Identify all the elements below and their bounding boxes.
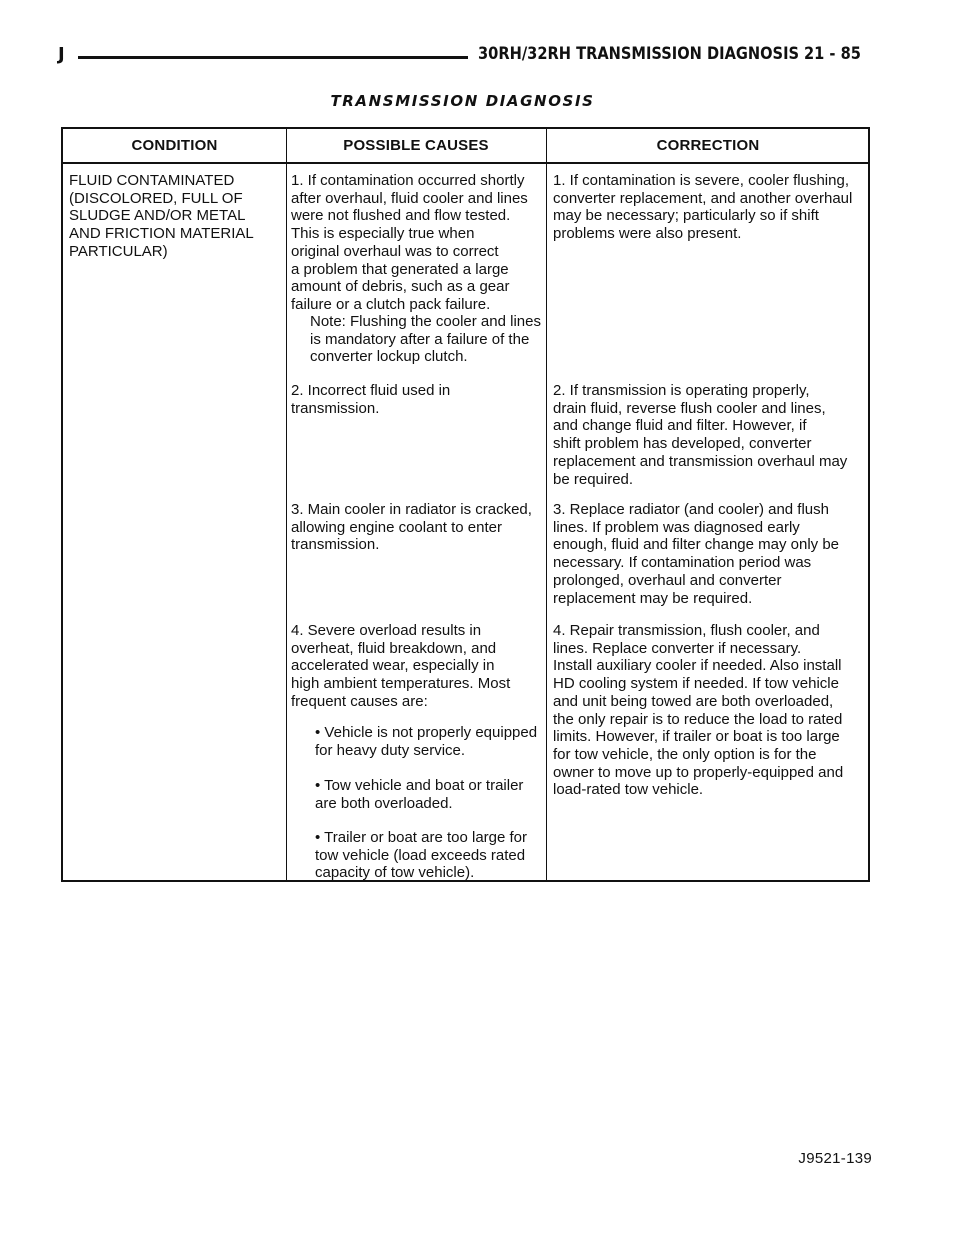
- condition-text: FLUID CONTAMINATED (DISCOLORED, FULL OF SLUDGE AND/OR METAL AND FRICTION MATERIAL PARTICULAR): [69, 172, 254, 260]
- column-divider: [546, 129, 547, 880]
- column-divider: [286, 129, 287, 880]
- cause-1-note: Note: Flushing the cooler and lines is mandatory after a failure of the converter lockup clutch.: [310, 313, 541, 366]
- cause-item-3: 3. Main cooler in radiator is cracked, allowing engine coolant to enter transmission.: [291, 501, 532, 554]
- correction-item-4: 4. Repair transmission, flush cooler, and lines. Replace converter if necessary. Install auxiliary cooler if needed. Also install HD cooling system if needed. If tow vehicle and unit being towed are both overloaded, the only repair is to reduce the load to rated limits. However, if trailer or boat is too large for tow vehicle, the only option is for the owner to move up to properly-equipped and load-rated tow vehicle.: [553, 622, 844, 799]
- cause-item-4: 4. Severe overload results in overheat, fluid breakdown, and accelerated wear, especially in high ambient temperatures. Most frequent causes are:: [291, 622, 511, 710]
- column-header-correction: CORRECTION: [656, 137, 760, 154]
- section-letter: J: [58, 44, 66, 65]
- document-title: TRANSMISSION DIAGNOSIS: [330, 92, 595, 110]
- figure-code: J9521-139: [798, 1150, 872, 1167]
- correction-item-1: 1. If contamination is severe, cooler flushing, converter replacement, and another overhaul may be necessary; particularly so if shift problems were also present.: [553, 172, 853, 243]
- column-header-possible-causes: POSSIBLE CAUSES: [343, 137, 489, 154]
- page-number: 21 - 85: [804, 44, 861, 64]
- cause-4-bullet-2: • Tow vehicle and boat or trailer are both overloaded.: [315, 777, 524, 812]
- header-divider: [63, 162, 868, 164]
- header-rule: [78, 56, 468, 59]
- cause-item-1: 1. If contamination occurred shortly after overhaul, fluid cooler and lines were not flushed and flow tested. This is especially true when original overhaul was to correct a problem that generated a large amount of debris, such as a gear failure or a clutch pack failure.: [291, 172, 528, 313]
- diagnosis-table: [61, 127, 870, 882]
- column-header-condition: CONDITION: [131, 137, 218, 154]
- cause-4-bullet-1: • Vehicle is not properly equipped for heavy duty service.: [315, 724, 538, 759]
- cause-item-2: 2. Incorrect fluid used in transmission.: [291, 382, 451, 417]
- cause-4-bullet-3: • Trailer or boat are too large for tow vehicle (load exceeds rated capacity of tow vehicle).: [315, 829, 528, 882]
- correction-item-3: 3. Replace radiator (and cooler) and flush lines. If problem was diagnosed early enough, fluid and filter change may only be necessary. If contamination period was prolonged, overhaul and converter replacement may be required.: [553, 501, 840, 607]
- correction-item-2: 2. If transmission is operating properly, drain fluid, reverse flush cooler and lines, and change fluid and filter. However, if shift problem has developed, converter replacement and transmission overhaul may be required.: [553, 382, 848, 488]
- section-title: 30RH/32RH TRANSMISSION DIAGNOSIS: [478, 44, 800, 64]
